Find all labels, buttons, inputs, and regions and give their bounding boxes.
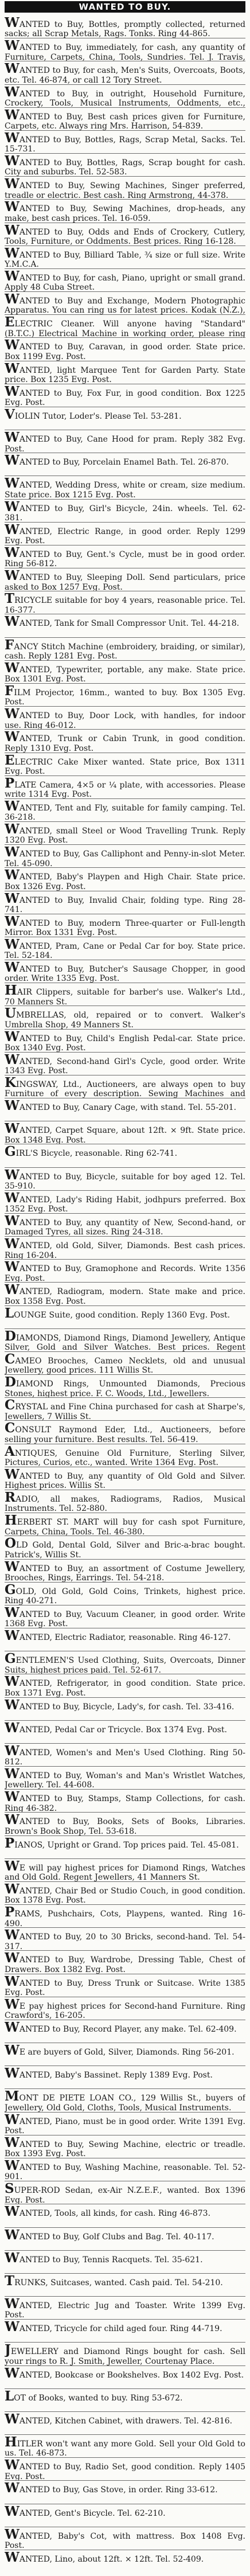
classified-ad-text: WANTED, Bookcase or Bookshelves. Box 1402 Evg. Post.	[5, 2365, 244, 2381]
classified-ad	[5, 661, 245, 684]
classified-ad	[5, 1651, 245, 1674]
classified-ad-text: WANTED, old Gold, Silver, Diamonds. Best cash prices. Ring 16-204.	[5, 1237, 245, 1260]
classified-ad-text: WANTED, Electric Range, in good order. Reply 1299 Evg. Post.	[5, 522, 245, 545]
classified-ad-text: WANTED, Women's and Men's Used Clothing. Ring 50-812.	[5, 1743, 245, 1767]
classified-ad-text: GENTLEMEN'S Used Clothing, Suits, Overcoats, Dinner Suits, highest prices paid. Tel. 52-617.	[5, 1651, 245, 1675]
classified-ad-text: WANTED to Buy, Gramophone and Records. Write 1356 Evg. Post.	[5, 1260, 245, 1283]
classified-ad	[5, 2274, 245, 2297]
classified-ad-text: LOUNGE Suite, good condition. Reply 1360 Evg. Post.	[5, 1305, 231, 1321]
classified-ad	[5, 1974, 245, 1997]
classified-ad	[5, 108, 245, 131]
classified-ad-text: WANTED, Trunk or Cabin Trunk, in good condition. Reply 1310 Evg. Post.	[5, 730, 245, 753]
classified-ad-text: WANTED to Buy, Sewing Machines, Singer preferred, treadle or electric. Best cash. Ring Armstrong, 44-378.	[5, 177, 245, 200]
classified-ad-text: WANTED, Tank for Small Compressor Unit. Tel. 44-218.	[5, 614, 240, 630]
classified-ad	[5, 2020, 245, 2043]
classified-ad-text: OLD Gold, Dental Gold, Silver and Bric-a-brac bought. Patrick's, Willis St.	[5, 1536, 245, 1560]
classified-ad-text: WANTED, Electric Jug and Toaster. Write 1399 Evg. Post.	[5, 2297, 245, 2320]
classified-ad	[5, 292, 245, 315]
classified-ad	[5, 1790, 245, 1813]
classified-ad	[5, 338, 245, 361]
classified-ad-text: WANTED, Tricycle for child aged four. Ring 44-719.	[5, 2320, 222, 2335]
classified-ad	[5, 684, 245, 707]
classified-ad	[5, 1997, 245, 2020]
classified-ad	[5, 269, 245, 292]
classified-ad	[5, 1813, 245, 1835]
classified-ad	[5, 2043, 245, 2066]
classified-ad-text: WANTED to Buy, Door Lock, with handles, for indoor use. Ring 46-012.	[5, 707, 245, 730]
classified-ad	[5, 1721, 245, 1744]
classified-ad	[5, 1191, 245, 1214]
classified-ad-text: WANTED to Buy, an assortment of Costume Jewellery, Brooches, Rings, Earrings. Tel. 54-218.	[5, 1559, 245, 1583]
classified-ad	[5, 1467, 245, 1490]
classified-ad-text: WANTED, Lady's Riding Habit, jodhpurs preferred. Box 1352 Evg. Post.	[5, 1190, 245, 1214]
classified-ad	[5, 1352, 245, 1375]
classified-ad-text: WANTED, light Marquee Tent for Garden Party. State price. Box 1235 Evg. Post.	[5, 361, 245, 384]
classified-ad-text: VIOLIN Tutor, Loder's. Please Tel. 53-281.	[5, 407, 182, 422]
classified-ad-text: WANTED to Buy, Bottles, Rags, Scrap bought for cash. City and suburbs. Tel. 52-583.	[5, 154, 245, 177]
classified-ad	[5, 1767, 245, 1790]
classified-ad-text: WANTED to Buy, Record Player, any make. Tel. 62-409.	[5, 2020, 237, 2035]
classified-ad	[5, 200, 245, 223]
classified-ad	[5, 2066, 245, 2089]
classified-ad	[5, 453, 245, 476]
classified-ad-text: WANTED to Buy, Woman's and Man's Wristlet Watches, Jewellery. Tel. 44-608.	[5, 1767, 245, 1790]
classified-ad	[5, 1053, 245, 1075]
classified-ad	[5, 1144, 245, 1167]
classified-ad	[5, 799, 245, 822]
classified-ad-text: PIANOS, Upright or Grand. Top prices paid. Tel. 45-081.	[5, 1835, 239, 1851]
classified-ad	[5, 361, 245, 384]
classified-ad	[5, 568, 245, 591]
classified-ad	[5, 1513, 245, 1536]
classified-ad-text: WANTED to Buy, Invalid Chair, folding type. Ring 28-741.	[5, 891, 245, 914]
classified-ad-text: WANTED to Buy, Stamps, Stamp Collections, for cash. Ring 46-382.	[5, 1790, 245, 1813]
classified-ad-text: WANTED to Buy, Canary Cage, with stand. Tel. 55-201.	[5, 1098, 237, 1114]
classified-ad-text: WANTED to Buy, Best cash prices given for Furniture, Carpets, etc. Always ring Mrs. Harrison, 54-839.	[5, 107, 245, 131]
classified-ad-text: WANTED, Pram, Cane or Pedal Car for boy. State price. Tel. 52-184.	[5, 937, 245, 961]
classified-ad-text: WANTED, Tent and Fly, suitable for family camping. Tel. 36-218.	[5, 798, 245, 823]
classified-ad	[5, 2343, 245, 2365]
classified-ad-text: WANTED, Carpet Square, about 12ft. × 9ft. State price. Box 1348 Evg. Post.	[5, 1121, 245, 1145]
classified-ad	[5, 2527, 245, 2550]
classified-ad	[5, 2504, 245, 2527]
classified-ad-text: WANTED, Pedal Car or Tricycle. Box 1374 Evg. Post.	[5, 1720, 227, 1736]
classified-ad-text: JEWELLERY and Diamond Rings bought for cash. Sell your rings to R. J. Smith, Jeweller, Courtenay Place.	[5, 2343, 245, 2366]
classified-ad-text: ELECTRIC Cleaner. Will anyone having "Standard" (B.T.C.) Electrical Machine in working order, please ring	[5, 315, 245, 338]
classified-ad	[5, 1121, 245, 1144]
classified-ad	[5, 246, 245, 269]
classified-ad-text: GOLD, Old Gold, Gold Coins, Trinkets, highest price. Ring 40-271.	[5, 1582, 245, 1605]
classified-ad-text: WANTED to Buy, Girl's Bicycle, 24in. wheels. Tel. 62-381.	[5, 499, 245, 523]
classified-ad	[5, 1398, 245, 1421]
classified-ad-text: WANTED, Wedding Dress, white or cream, size medium. State price. Box 1215 Evg. Post.	[5, 476, 245, 500]
classified-ad	[5, 1744, 245, 1767]
classified-ad	[5, 776, 245, 799]
classified-ad-text: HAIR Clippers, suitable for barber's use. Walker's Ltd., 70 Manners St.	[5, 983, 245, 1007]
classified-ad	[5, 15, 245, 38]
classified-ad-text: WANTED to Buy, Washing Machine, reasonable. Tel. 52-901.	[5, 2158, 245, 2182]
classified-ad	[5, 131, 245, 154]
classified-ad	[5, 2181, 245, 2204]
classified-ad	[5, 407, 245, 430]
classified-ad-text: WANTED to Buy, immediately, for cash, any quantity of Furniture, Carpets, China, Tools, Sundries. Tel. J. Travis,	[5, 38, 245, 62]
classified-ad-text: WANTED to Buy, Sewing Machine, electric or treadle. Box 1393 Evg. Post.	[5, 2135, 245, 2158]
classified-ad	[5, 2366, 245, 2389]
section-title: WANTED TO BUY.	[79, 2, 171, 12]
classified-ad-text: WANTED to Buy, any quantity of New, Second-hand, or Damaged Tyres, all sizes. Ring 24-318.	[5, 1213, 245, 1237]
classified-ad-text: SUPER-ROD Sedan, ex-Air N.Z.E.F., wanted. Box 1396 Evg. Post.	[5, 2181, 245, 2205]
classified-ad	[5, 1928, 245, 1951]
classified-ad-text: WANTED to Buy, modern Three-quarter or Full-length Mirror. Box 1331 Evg. Post.	[5, 914, 245, 937]
classified-ad	[5, 753, 245, 776]
classified-ad-text: WANTED to Buy, Books, Sets of Books, Libraries. Brown's Book Shop, Tel. 53-618.	[5, 1813, 245, 1836]
classified-ad	[5, 1951, 245, 1974]
classified-ad-text: CRYSTAL and Fine China purchased for cash at Sharpe's, Jewellers, 7 Willis St.	[5, 1398, 245, 1421]
classified-ad	[5, 730, 245, 753]
classified-ad-text: WANTED to Buy, Tennis Racquets. Tel. 35-621.	[5, 2250, 203, 2266]
classified-ad-text: TRICYCLE suitable for boy 4 years, reasonable price. Tel. 16-377.	[5, 591, 245, 615]
classified-ad	[5, 1444, 245, 1467]
classified-ad-text: WANTED, Piano, must be in good order. Write 1391 Evg. Post.	[5, 2112, 245, 2135]
classified-ad-text: WANTED to Buy, Butcher's Sausage Chopper, in good order. Write 1335 Evg. Post.	[5, 960, 245, 984]
classified-ad-text: WANTED, Typewriter, portable, any make. State price. Box 1301 Evg. Post.	[5, 660, 245, 684]
classified-ad	[5, 1329, 245, 1352]
classified-ad	[5, 2550, 245, 2573]
classified-ad-text: CAMEO Brooches, Cameo Necklets, old and unusual Jewellery, good prices. 111 Willis St.	[5, 1351, 245, 1375]
classified-ad-text: WANTED to Buy, for cash, Men's Suits, Overcoats, Boots, etc. Tel. 46-874, or call 12 Tory Street.	[5, 61, 245, 85]
classified-ad	[5, 500, 245, 523]
classified-ad	[5, 1905, 245, 1928]
classified-ad	[5, 2297, 245, 2320]
classified-ad	[5, 177, 245, 200]
classified-ad	[5, 85, 245, 108]
classified-ad	[5, 960, 245, 983]
classified-ad	[5, 2458, 245, 2481]
classified-ad	[5, 2412, 245, 2435]
classified-ad-text: WANTED, Second-hand Girl's Cycle, good order. Write 1343 Evg. Post.	[5, 1052, 245, 1075]
classified-ad	[5, 38, 245, 61]
classified-ad-text: LOT of Books, wanted to buy. Ring 53-672.	[5, 2388, 183, 2404]
classified-ad-text: WANTED to Buy, Cane Hood for pram. Reply 382 Evg. Post.	[5, 430, 245, 454]
classified-ad	[5, 1536, 245, 1559]
classified-ad	[5, 523, 245, 545]
classified-ad-text: WANTED, Refrigerator, in good condition. State price. Box 1371 Evg. Post.	[5, 1674, 245, 1698]
classified-ad	[5, 2251, 245, 2274]
classified-ad	[5, 61, 245, 84]
classified-ad-text: WANTED to Buy, Bottles, Rags, Scrap Metal, Sacks. Tel. 15-731.	[5, 130, 245, 154]
classified-ad-text: ANTIQUES, Genuine Old Furniture, Sterling Silver, Pictures, Curios, etc., wanted. Write 1364 Evg. Post.	[5, 1444, 245, 1467]
classified-ad-text: WANTED to Buy, Caravan, in good order. State price. Box 1199 Evg. Post.	[5, 338, 245, 361]
classified-ad-text: WANTED to Buy, Gent.'s Cycle, must be in good order. Ring 56-812.	[5, 545, 245, 569]
classified-ad-text: WANTED, Baby's Cot, with mattress. Box 1408 Evg. Post.	[5, 2527, 245, 2550]
classified-ad	[5, 545, 245, 568]
classified-ad	[5, 1698, 245, 1721]
classified-ad	[5, 983, 245, 1006]
classified-ad	[5, 614, 245, 637]
classified-ad	[5, 638, 245, 661]
classified-ad-text: WANTED, Baby's Bassinet. Reply 1389 Evg. Post.	[5, 2066, 213, 2082]
classified-ad-text: WANTED to Buy and Exchange, Modern Photographic Apparatus. You can ring us for latest prices. Kodak (N.Z.),	[5, 292, 245, 315]
classified-ad-text: WANTED to Buy, Porcelain Enamel Bath. Tel. 26-870.	[5, 453, 229, 469]
classified-ad-text: WANTED, Electric Radiator, reasonable. Ring 46-127.	[5, 1628, 231, 1644]
classified-ad-text: WANTED to Buy, Bicycle, Lady's, for cash. Tel. 33-416.	[5, 1697, 235, 1713]
classified-ad-text: WANTED to Buy, any quantity of Old Gold and Silver. Highest prices. Willis St.	[5, 1467, 245, 1490]
classified-ad	[5, 1098, 245, 1121]
classified-ad-text: WANTED, Gent's Bicycle. Tel. 62-210.	[5, 2504, 166, 2519]
classified-ad	[5, 914, 245, 937]
classified-ad	[5, 2481, 245, 2504]
classified-ad	[5, 315, 245, 338]
classified-ad	[5, 1605, 245, 1628]
classified-ad-text: CONSULT Raymond Eder, Ltd., Auctioneers, before selling your furniture. Best results. Tel. 56-419.	[5, 1421, 245, 1444]
classified-ad-text: WANTED to Buy, Gas Calliphont and Penny-in-slot Meter. Tel. 45-090.	[5, 845, 245, 868]
classified-ad-text: WANTED to Buy, Sewing Machines, drop-heads, any make, best cash prices. Tel. 16-059.	[5, 200, 245, 223]
classified-ad-text: WANTED to Buy, Bottles, promptly collected, returned sacks; all Scrap Metals, Rags. Tonks. Ring 44-865.	[5, 15, 245, 39]
classified-ad-text: WANTED, Kitchen Cabinet, with drawers. Tel. 42-816.	[5, 2411, 233, 2427]
classified-ad-text: WE pay highest prices for Second-hand Furniture. Ring Crawford's, 16-205.	[5, 1997, 245, 2020]
classified-ad	[5, 2113, 245, 2135]
classified-ad	[5, 2435, 245, 2458]
classified-ad	[5, 1260, 245, 1283]
classified-ad-text: WE will pay highest prices for Diamond Rings, Watches and Old Gold. Regent Jewellers, 41 Manners St.	[5, 1858, 245, 1882]
classified-ad	[5, 1421, 245, 1444]
classified-ad	[5, 1859, 245, 1882]
classified-ad	[5, 1168, 245, 1191]
classified-ad	[5, 1375, 245, 1398]
classified-ad	[5, 1006, 245, 1029]
classified-ad-text: DIAMONDS, Diamond Rings, Diamond Jewellery, Antique Silver, Gold and Silver Watches. Best prices. Regent	[5, 1328, 245, 1352]
classified-ad-text: WANTED, Baby's Playpen and High Chair. State price. Box 1326 Evg. Post.	[5, 868, 245, 891]
classified-ad	[5, 2158, 245, 2181]
classified-ad	[5, 845, 245, 868]
classified-ad-text: WANTED, Tools, all kinds, for cash. Ring 46-873.	[5, 2204, 211, 2220]
classified-ad-text: HERBERT ST. MART will buy for cash spot Furniture, Carpets, China, Tools. Tel. 46-380.	[5, 1513, 245, 1537]
classified-ad-text: PLATE Camera, 4×5 or ¼ plate, with accessories. Please write 1314 Evg. Post.	[5, 775, 245, 799]
classified-ad-text: WANTED to Buy, Billiard Table, ¾ size or full size. Write Y.M.C.A.	[5, 245, 245, 269]
classified-ad	[5, 1283, 245, 1305]
classified-ad	[5, 1306, 245, 1329]
classified-ad	[5, 384, 245, 407]
classified-ad	[5, 2228, 245, 2251]
classified-ad-text: WANTED to Buy, Sleeping Doll. Send particulars, price asked to Box 1257 Evg. Post.	[5, 568, 245, 592]
classified-ad-text: WANTED to Buy, Golf Clubs and Bag. Tel. 40-117.	[5, 2227, 214, 2243]
classified-ad-text: WANTED to Buy, Vacuum Cleaner, in good order. Write 1368 Evg. Post.	[5, 1605, 245, 1629]
classified-ad	[5, 1214, 245, 1237]
classified-ad-text: WANTED, Radiogram, modern. State make and price. Box 1358 Evg. Post.	[5, 1283, 245, 1306]
classified-ad	[5, 822, 245, 845]
classified-ad-text: RADIO, all makes, Radiograms, Radios, Musical Instruments. Tel. 52-880.	[5, 1490, 245, 1514]
classified-ad	[5, 2204, 245, 2227]
classified-ad-text: DIAMOND Rings, Unmounted Diamonds, Precious Stones, highest price. F. C. Woods, Ltd., Jewellers.	[5, 1375, 245, 1398]
classified-ad-text: KINGSWAY, Ltd., Auctioneers, are always open to buy Furniture of every description. Sewing Machines and	[5, 1075, 245, 1099]
classified-ad	[5, 868, 245, 891]
classified-ad-text: WANTED, Lino, about 12ft. × 12ft. Tel. 52-409.	[5, 2550, 204, 2565]
classified-ad	[5, 430, 245, 453]
classified-ad	[5, 707, 245, 730]
classified-ad	[5, 2135, 245, 2158]
classified-ad	[5, 2089, 245, 2112]
classified-ad	[5, 1836, 245, 1859]
classified-ad-text: MONT DE PIETE LOAN CO., 129 Willis St., buyers of Jewellery, Old Gold, Cloths, Tools, Musical Instruments.	[5, 2089, 245, 2113]
classified-ad	[5, 2389, 245, 2412]
classified-ad-text: WANTED to Buy, Odds and Ends of Crockery, Cutlery, Tools, Furniture, or Oddments. Best prices. Ring 16-128.	[5, 223, 245, 246]
classified-ad	[5, 1030, 245, 1053]
classified-ad	[5, 937, 245, 960]
classified-ad	[5, 154, 245, 177]
section-header-bar	[5, 1, 245, 13]
classified-ad	[5, 591, 245, 614]
classified-ad-text: WANTED to Buy, Radio Set, good condition. Reply 1405 Evg. Post.	[5, 2458, 245, 2481]
classified-ad-text: GIRL'S Bicycle, reasonable. Ring 62-741.	[5, 1144, 178, 1160]
classified-ad-text: WANTED to Buy, Child's English Pedal-car. State price. Box 1340 Evg. Post.	[5, 1029, 245, 1053]
classified-ad-text: WANTED to Buy, Gas Stove, in order. Ring 33-612.	[5, 2481, 218, 2496]
classified-ad	[5, 223, 245, 246]
classified-ad	[5, 1237, 245, 1260]
classified-ad	[5, 476, 245, 499]
classified-ad	[5, 1560, 245, 1583]
classified-ad-text: UMBRELLAS, old, repaired or to convert. Walker's Umbrella Shop, 49 Manners St.	[5, 1006, 245, 1030]
classified-ad-text: WANTED to Buy, Wardrobe, Dressing Table, Chest of Drawers. Box 1382 Evg. Post.	[5, 1951, 245, 1974]
classified-ad	[5, 2320, 245, 2343]
classified-ad-text: FANCY Stitch Machine (embroidery, braiding, or similar), cash. Reply 1281 Evg. Post.	[5, 637, 245, 661]
classified-ad-text: HITLER won't want any more Gold. Sell your Old Gold to us. Tel. 46-873.	[5, 2435, 245, 2458]
classified-ad	[5, 1882, 245, 1905]
classified-ad-text: WANTED to Buy, Fox Fur, in good condition. Box 1225 Evg. Post.	[5, 384, 245, 407]
classified-ad	[5, 1628, 245, 1651]
classified-ad-text: WANTED to Buy, Dress Trunk or Suitcase. Write 1385 Evg. Post.	[5, 1974, 245, 1997]
classified-ad-text: WANTED to Buy, 20 to 30 Bricks, second-hand. Tel. 54-317.	[5, 1928, 245, 1951]
classified-ad-text: WE are buyers of Gold, Silver, Diamonds. Ring 56-201.	[5, 2043, 235, 2059]
classified-ad-text: WANTED to Buy, in outright, Household Furniture, Crockery, Tools, Musical Instruments, Oddments, etc.,	[5, 84, 245, 108]
classified-ad-text: WANTED, small Steel or Wood Travelling Trunk. Reply 1320 Evg. Post.	[5, 822, 245, 845]
classified-ad	[5, 1075, 245, 1098]
classified-ad-text: PRAMS, Pushchairs, Cots, Playpens, wanted. Ring 16-490.	[5, 1905, 245, 1928]
classified-ad-text: ELECTRIC Cake Mixer wanted. State price, Box 1311 Evg. Post.	[5, 753, 245, 776]
classified-column	[5, 15, 245, 2573]
classified-ad-text: WANTED to Buy, for cash, Piano, upright or small grand. Apply 48 Cuba Street.	[5, 268, 245, 293]
classified-ad-text: TRUNKS, Suitcases, wanted. Cash paid. Tel. 54-210.	[5, 2273, 223, 2289]
classified-ad	[5, 1583, 245, 1605]
classified-ad	[5, 1490, 245, 1513]
classified-ad	[5, 891, 245, 914]
classified-ad-text: FILM Projector, 16mm., wanted to buy. Box 1305 Evg. Post.	[5, 683, 245, 707]
classified-ad-text: WANTED to Buy, Bicycle, suitable for boy aged 12. Tel. 35-910.	[5, 1167, 245, 1191]
classified-ad-text: WANTED, Chair Bed or Studio Couch, in good condition. Box 1378 Evg. Post.	[5, 1881, 245, 1905]
classified-ad	[5, 1674, 245, 1697]
